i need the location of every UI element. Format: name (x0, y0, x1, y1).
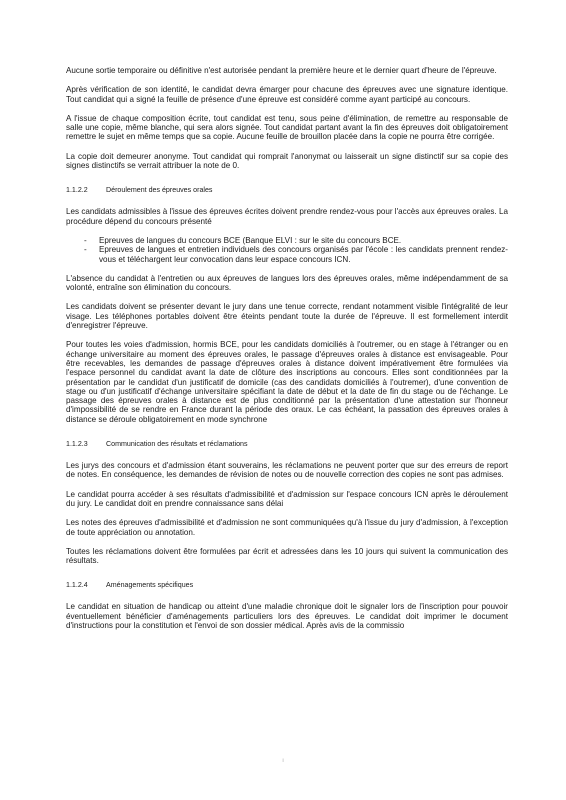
section-title: Aménagements spécifiques (106, 581, 194, 590)
dash-bullet-icon: - (84, 245, 87, 255)
section-heading-oral (66, 186, 508, 195)
list-item: - Epreuves de langues et entretien individuels des concours organisés par l'école : les candidats prennent rendez-vous et téléchargent leur convocation dans leur espace concours ICN. (84, 245, 508, 264)
paragraph-exit-rules: Aucune sortie temporaire ou définitive n'est autorisée pendant la première heure et le dernier quart d'heure de l'épreuve. (66, 66, 497, 75)
paragraph-sovereign-juries: Les jurys des concours et d'admission étant souverains, les réclamations ne peuvent porter que sur des erreurs de report de notes. En conséquence, les demandes de révision de notes ou de nouvelle correction des copies ne sont pas admises. (66, 461, 508, 480)
paragraph-absence: L'absence du candidat à l'entretien ou aux épreuves de langues lors des épreuves orales, même indépendamment de sa volonté, entraîne son élimination du concours. (66, 273, 508, 293)
section-heading-adjustments (66, 581, 508, 590)
dash-bullet-icon: - (84, 235, 87, 245)
paragraph-handicap: Le candidat en situation de handicap ou atteint d'une maladie chronique doit le signaler lors de l'inscription pour pouvoir éventuellement bénéficier d'aménagements particuliers lors des épreuves. Le candidat doit imprimer le document d'instructions pour la constitution et l'envoi de son dossier médical. Après avis de la commissio (66, 602, 508, 630)
page-number: i (282, 758, 284, 764)
paragraph-oral-intro: Les candidats admissibles à l'issue des épreuves écrites doivent prendre rendez-vous pour l'accès aux épreuves orales. La procédure dépend du concours présenté (66, 207, 508, 226)
paragraph-dress-code: Les candidats doivent se présenter devant le jury dans une tenue correcte, rendant notamment visible l'intégralité de leur visage. Les téléphones portables doivent être éteints pendant toute la durée de l'épreuve. Il est formellement interdit d'enregistrer l'épreuve. (66, 302, 508, 331)
bullet-list (66, 236, 508, 264)
section-number: 1.1.2.3 (66, 440, 88, 449)
document-body (66, 66, 508, 640)
section-title: Communication des résultats et réclamations (106, 440, 248, 449)
paragraph-remote-orals: Pour toutes les voies d'admission, hormis BCE, pour les candidats domiciliés à l'outremer, ou en stage à l'étranger ou en échange universitaire au moment des épreuves orales, le passage d'épreuves orales à distance est envisageable. Pour être recevables, les demandes de passage d'épreuves orales à distance doivent impérativement être formulées via l'espace personnel du candidat avant la date de clôture des inscriptions au concours. Elles sont conditionnées par la présentation par le candidat d'un justificatif de domicile (cas des candidats domiciliés à l'outremer), d'une convention de stage ou d'un justificatif d'échange universitaire spécifiant la date de début et la date de fin du stage ou de l'échange. Le passage des épreuves orales à distance est de plus conditionné par la présentation d'une attestation sur l'honneur d'impossibilité de se rendre en France durant la période des oraux. Le cas échéant, la passation des épreuves orales à distance se déroule obligatoirement en mode synchrone (66, 340, 508, 424)
paragraph-copy-submission: A l'issue de chaque composition écrite, tout candidat est tenu, sous peine d'élimination, de remettre au responsable de salle une copie, même blanche, qui sera alors signée. Tout candidat partant avant la fin des épreuves doit obligatoirement remettre le sujet en même temps que sa copie. Aucune feuille de brouillon placée dans la copie ne pourra être corrigée. (66, 113, 508, 142)
paragraph-anonymity: La copie doit demeurer anonyme. Tout candidat qui romprait l'anonymat ou laisserait un signe distinctif sur sa copie des signes distinctifs se verrait attribuer la note de 0. (66, 151, 508, 171)
section-number: 1.1.2.4 (66, 581, 88, 590)
paragraph-identity-check: Après vérification de son identité, le candidat devra émarger pour chacune des épreuves avec une signature identique. Tout candidat qui a signé la feuille de présence d'une épreuve est considéré comme ayant participé au concours. (66, 85, 508, 104)
section-number: 1.1.2.2 (66, 186, 88, 195)
list-item: - Epreuves de langues du concours BCE (Banque ELVI : sur le site du concours BCE. (84, 235, 402, 245)
paragraph-grades-communication: Les notes des épreuves d'admissibilité et d'admission ne sont communiquées qu'à l'issue du jury d'admission, à l'exception de toute appréciation ou annotation. (66, 518, 508, 537)
section-heading-results (66, 440, 508, 449)
paragraph-claims-deadline: Toutes les réclamations doivent être formulées par écrit et adressées dans les 10 jours qui suivent la communication des résultats. (66, 546, 508, 566)
section-title: Déroulement des épreuves orales (106, 186, 213, 195)
paragraph-results-access: Le candidat pourra accéder à ses résultats d'admissibilité et d'admission sur l'espace concours ICN après le déroulement du jury. Le candidat doit en prendre connaissance sans délai (66, 489, 508, 508)
